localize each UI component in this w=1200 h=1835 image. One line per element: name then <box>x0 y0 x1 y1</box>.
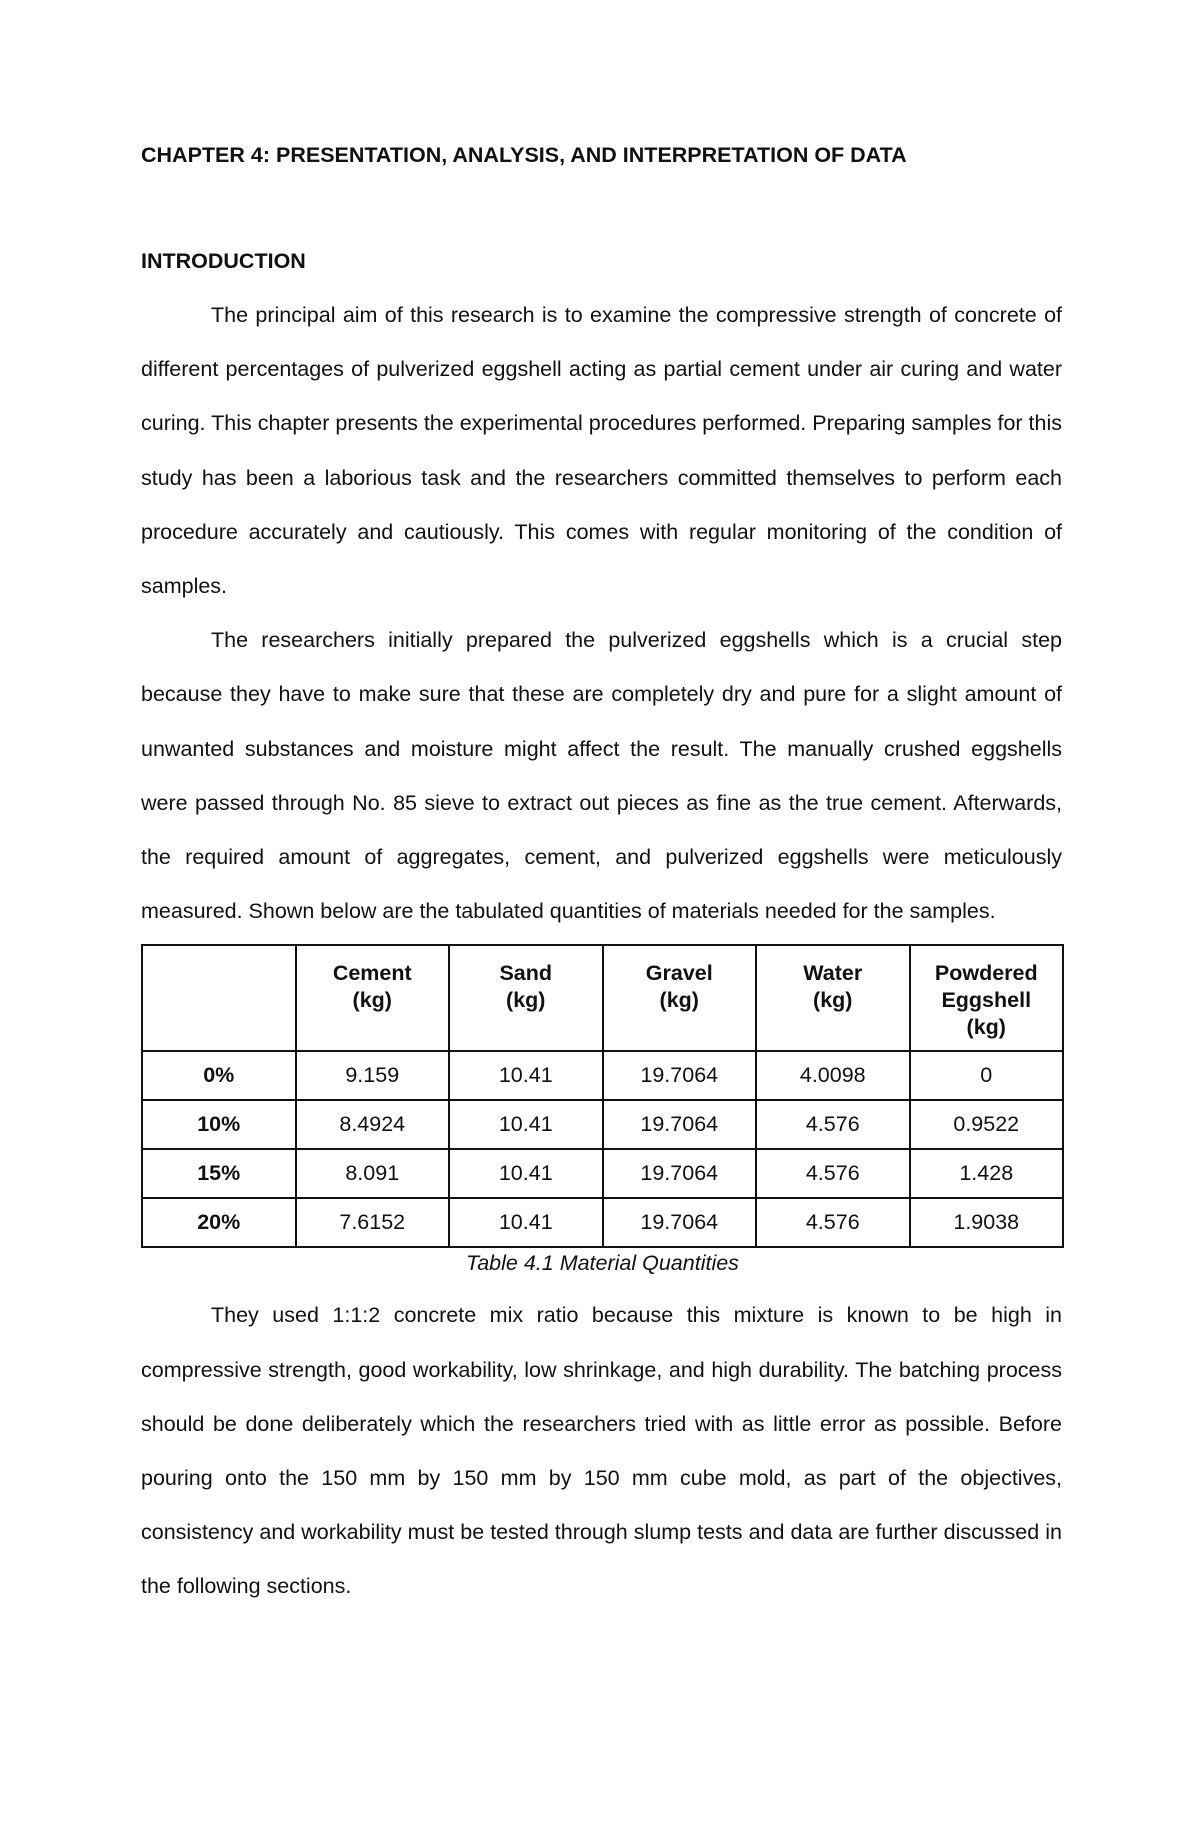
table-cell: 4.576 <box>756 1149 910 1198</box>
table-caption: Table 4.1 Material Quantities <box>466 1251 739 1276</box>
table-cell: 8.091 <box>296 1149 450 1198</box>
row-label: 15% <box>142 1149 296 1198</box>
table-cell: 8.4924 <box>296 1100 450 1149</box>
page-content <box>141 142 1062 1614</box>
table-cell: 0 <box>910 1051 1064 1100</box>
row-label: 0% <box>142 1051 296 1100</box>
header-line: (kg) <box>813 988 853 1013</box>
table-row <box>142 1100 1063 1149</box>
table-cell: 4.576 <box>756 1100 910 1149</box>
table-cell: 10.41 <box>449 1051 603 1100</box>
paragraph-intro-3: They used 1:1:2 concrete mix ratio because this mixture is known to be high in compressive strength, good workability, low shrinkage, and high durability. The batching process should be done deliberately which the researchers tried with as little error as possible. Before pouring onto the 150 mm by 150 mm by 150 mm cube mold, as part of the objectives, consistency and workability must be tested through slump tests and data are further discussed in the following sections. <box>141 1303 1062 1599</box>
table-cell: 19.7064 <box>603 1198 757 1247</box>
table-row <box>142 1149 1063 1198</box>
row-label: 10% <box>142 1100 296 1149</box>
table-header-cement <box>296 945 450 1051</box>
header-line: Eggshell <box>941 988 1032 1013</box>
table-cell: 10.41 <box>449 1149 603 1198</box>
paragraph-intro-1: The principal aim of this research is to examine the compressive strength of concrete of different percentages of pulverized eggshell acting as partial cement under air curing and water curing. This chapter presents the experimental procedures performed. Preparing samples for this study has been a laborious task and the researchers committed themselves to perform each procedure accurately and cautiously. This comes with regular monitoring of the condition of samples. <box>141 303 1062 599</box>
table-row <box>142 1198 1063 1247</box>
table-cell: 19.7064 <box>603 1100 757 1149</box>
table-cell: 19.7064 <box>603 1149 757 1198</box>
paragraph-intro-2: The researchers initially prepared the pulverized eggshells which is a crucial step because they have to make sure that these are completely dry and pure for a slight amount of unwanted substances and moisture might affect the result. The manually crushed eggshells were passed through No. 85 sieve to extract out pieces as fine as the true cement. Afterwards, the required amount of aggregates, cement, and pulverized eggshells were meticulously measured. Shown below are the tabulated quantities of materials needed for the samples. <box>141 628 1062 924</box>
chapter-title: CHAPTER 4: PRESENTATION, ANALYSIS, AND INTERPRETATION OF DATA <box>141 143 907 167</box>
table-header-sand <box>449 945 603 1051</box>
table-corner-cell <box>142 945 296 1051</box>
material-quantities-table <box>141 944 1064 1248</box>
table-cell: 10.41 <box>449 1198 603 1247</box>
table-row <box>142 1051 1063 1100</box>
table-cell: 0.9522 <box>910 1100 1064 1149</box>
table-cell: 7.6152 <box>296 1198 450 1247</box>
header-line: Gravel <box>645 961 713 986</box>
table-cell: 9.159 <box>296 1051 450 1100</box>
table-header-gravel <box>603 945 757 1051</box>
table-header-powdered-eggshell <box>910 945 1064 1051</box>
section-title: INTRODUCTION <box>141 249 306 273</box>
table-cell: 19.7064 <box>603 1051 757 1100</box>
table-cell: 4.576 <box>756 1198 910 1247</box>
header-line: Water <box>803 961 863 986</box>
table-header-water <box>756 945 910 1051</box>
table-header-row <box>142 945 1063 1051</box>
header-line: Powdered <box>934 961 1038 986</box>
header-line: (kg) <box>352 988 392 1013</box>
table-cell: 1.428 <box>910 1149 1064 1198</box>
header-line: (kg) <box>506 988 546 1013</box>
row-label: 20% <box>142 1198 296 1247</box>
table-cell: 10.41 <box>449 1100 603 1149</box>
table-cell: 4.0098 <box>756 1051 910 1100</box>
header-line: (kg) <box>966 1015 1006 1040</box>
header-line: (kg) <box>659 988 699 1013</box>
header-line: Sand <box>499 961 553 986</box>
table-cell: 1.9038 <box>910 1198 1064 1247</box>
header-line: Cement <box>332 961 412 986</box>
